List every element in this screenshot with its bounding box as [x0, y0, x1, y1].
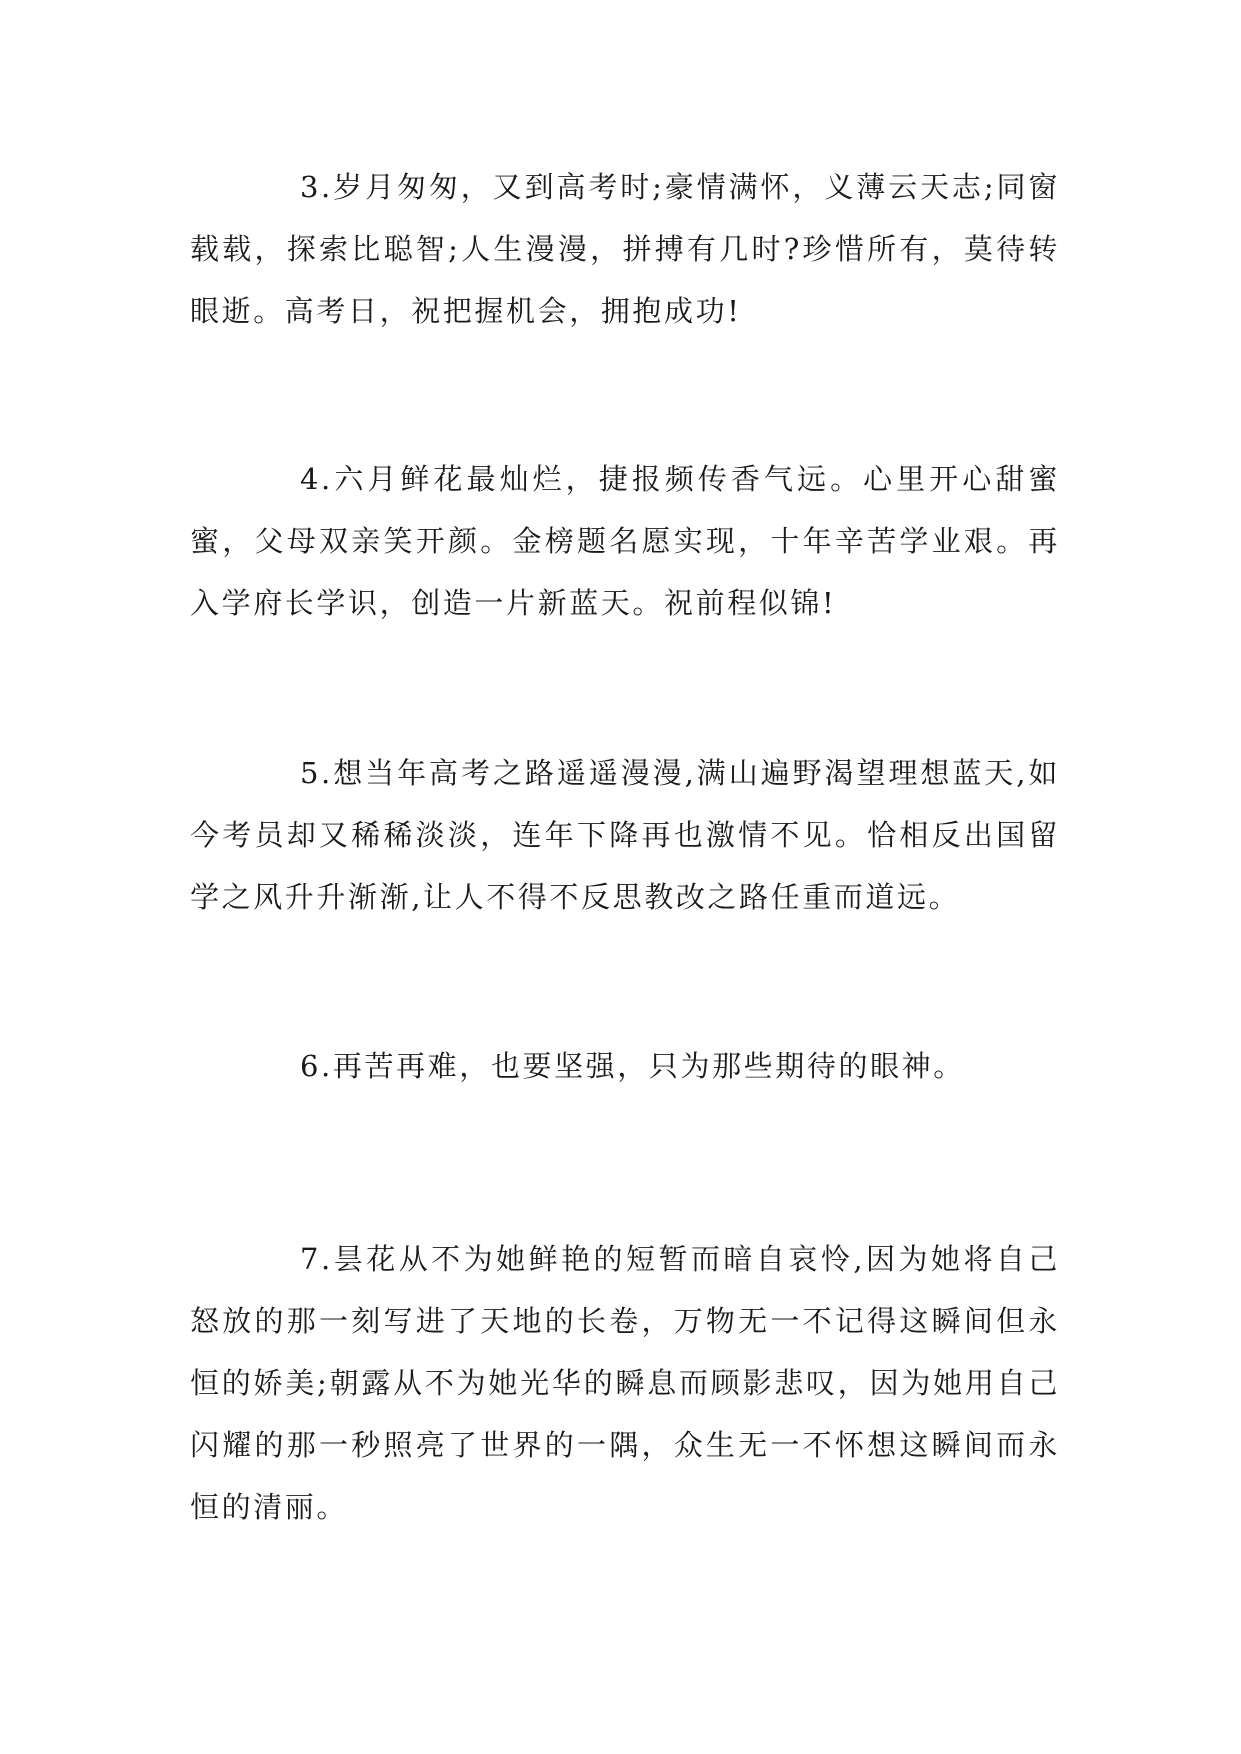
paragraph-6: 6.再苦再难，也要坚强，只为那些期待的眼神。 [300, 1049, 965, 1083]
paragraph-5: 5.想当年高考之路遥遥漫漫,满山遍野渴望理想蓝天,如今考员却又稀稀淡淡，连年下降再也激情不见。恰相反出国留学之风升升渐渐,让人不得不反思教改之路任重而道远。 [190, 756, 1060, 914]
paragraph-3: 3.岁月匆匆，又到高考时;豪情满怀，义薄云天志;同窗载载，探索比聪智;人生漫漫，拼搏有几时?珍惜所有，莫待转眼逝。高考日，祝把握机会，拥抱成功! [190, 170, 1060, 328]
paragraph-4: 4.六月鲜花最灿烂，捷报频传香气远。心里开心甜蜜蜜，父母双亲笑开颜。金榜题名愿实现，十年辛苦学业艰。再入学府长学识，创造一片新蓝天。祝前程似锦! [190, 462, 1060, 620]
paragraph-7: 7.昙花从不为她鲜艳的短暂而暗自哀怜,因为她将自己怒放的那一刻写进了天地的长卷，万物无一不记得这瞬间但永恒的娇美;朝露从不为她光华的瞬息而顾影悲叹，因为她用自己闪耀的那一秒照亮了世界的一隅，众生无一不怀想这瞬间而永恒的清丽。 [190, 1242, 1060, 1524]
